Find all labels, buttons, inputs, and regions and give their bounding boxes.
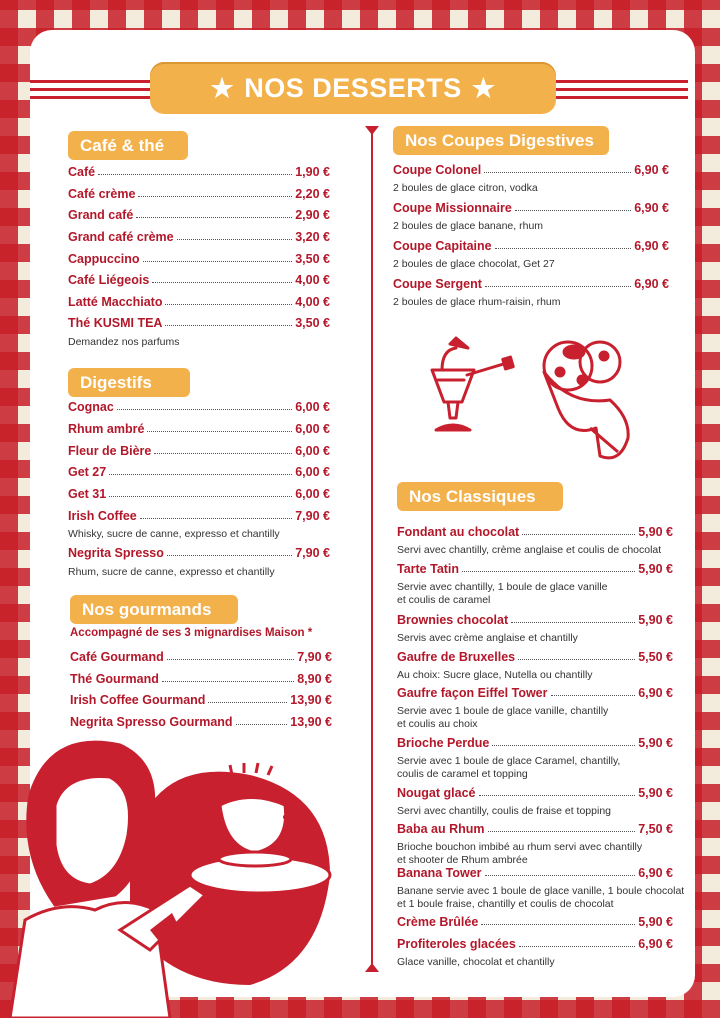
item-name: Crème Brûlée <box>397 915 479 929</box>
item-name: Coupe Missionnaire <box>393 201 512 215</box>
item-price: 5,90 € <box>638 562 673 576</box>
section-title: Digestifs <box>68 368 190 397</box>
item-price: 4,00 € <box>295 273 330 287</box>
ice-cream-cup-icon <box>530 328 640 468</box>
item-price: 3,50 € <box>295 316 330 330</box>
item-name: Thé KUSMI TEA <box>68 316 163 330</box>
item-name: Irish Coffee Gourmand <box>70 693 206 707</box>
page-title <box>150 62 556 114</box>
item-description: et coulis au choix <box>397 718 478 730</box>
menu-item <box>393 163 669 177</box>
menu-item <box>397 686 673 700</box>
item-description: et 1 boule fraise, chantilly et coulis de chocolat <box>397 898 614 910</box>
dot-leader <box>484 172 631 173</box>
item-description: 2 boules de glace citron, vodka <box>393 182 538 194</box>
item-price: 7,50 € <box>638 822 673 836</box>
star-icon: ★ <box>471 72 496 103</box>
item-description: et coulis de caramel <box>397 594 491 606</box>
section-title: Nos Coupes Digestives <box>393 126 609 155</box>
item-name: Fleur de Bière <box>68 444 152 458</box>
dot-leader <box>485 875 636 876</box>
menu-item <box>397 525 673 539</box>
item-description: Brioche bouchon imbibé au rhum servi avec chantilly <box>397 841 643 853</box>
item-price: 7,90 € <box>295 509 330 523</box>
menu-item <box>393 239 669 253</box>
menu-item <box>70 715 332 729</box>
item-price: 6,90 € <box>634 163 669 177</box>
menu-item <box>397 736 673 750</box>
section-note: Demandez nos parfums <box>68 336 180 348</box>
item-description: Au choix: Sucre glace, Nutella ou chantilly <box>397 669 593 681</box>
star-icon: ★ <box>210 72 235 103</box>
divider-arrow-bottom <box>365 963 379 972</box>
item-name: Brioche Perdue <box>397 736 490 750</box>
item-name: Gaufre de Bruxelles <box>397 650 516 664</box>
item-price: 5,90 € <box>638 613 673 627</box>
item-price: 2,90 € <box>295 208 330 222</box>
item-price: 6,00 € <box>295 400 330 414</box>
item-price: 13,90 € <box>290 693 332 707</box>
item-price: 6,90 € <box>638 686 673 700</box>
item-name: Thé Gourmand <box>70 672 159 686</box>
item-price: 1,90 € <box>295 165 330 179</box>
section-title: Nos Classiques <box>397 482 563 511</box>
dot-leader <box>485 286 631 287</box>
menu-item <box>70 672 332 686</box>
item-name: Fondant au chocolat <box>397 525 520 539</box>
item-price: 3,20 € <box>295 230 330 244</box>
menu-item <box>70 693 332 707</box>
dot-leader <box>162 681 294 682</box>
dot-leader <box>136 217 292 218</box>
item-name: Negrita Spresso <box>68 546 164 560</box>
item-description: 2 boules de glace rhum-raisin, rhum <box>393 296 561 308</box>
item-price: 6,00 € <box>295 422 330 436</box>
dot-leader <box>177 239 293 240</box>
item-name: Café Liégeois <box>68 273 150 287</box>
dot-leader <box>152 282 292 283</box>
item-price: 13,90 € <box>290 715 332 729</box>
dot-leader <box>479 795 636 796</box>
item-name: Grand café <box>68 208 134 222</box>
dot-leader <box>143 261 293 262</box>
item-name: Profiteroles glacées <box>397 937 516 951</box>
item-name: Coupe Capitaine <box>393 239 492 253</box>
item-price: 6,90 € <box>638 866 673 880</box>
item-name: Brownies chocolat <box>397 613 509 627</box>
item-name: Gaufre façon Eiffel Tower <box>397 686 548 700</box>
menu-item <box>397 613 673 627</box>
item-description: Servie avec 1 boule de glace Caramel, chantilly, <box>397 755 621 767</box>
dot-leader <box>167 659 294 660</box>
item-name: Café Gourmand <box>70 650 164 664</box>
section-note: Accompagné de ses 3 mignardises Maison * <box>70 627 313 639</box>
menu-item <box>68 546 330 560</box>
item-description: Servi avec chantilly, crème anglaise et coulis de chocolat <box>397 544 662 556</box>
menu-item <box>397 937 673 951</box>
dot-leader <box>167 555 292 556</box>
menu-item <box>397 915 673 929</box>
menu-item <box>68 509 330 523</box>
menu-item <box>68 230 330 244</box>
item-name: Grand café crème <box>68 230 174 244</box>
menu-item <box>68 400 330 414</box>
menu-item <box>68 208 330 222</box>
item-description: 2 boules de glace banane, rhum <box>393 220 544 232</box>
item-name: Tarte Tatin <box>397 562 460 576</box>
menu-item <box>70 650 332 664</box>
section-title: Nos gourmands <box>70 595 238 624</box>
item-description: Whisky, sucre de canne, expresso et chantilly <box>68 528 280 540</box>
dot-leader <box>481 924 635 925</box>
item-name: Get 31 <box>68 487 107 501</box>
dot-leader <box>522 534 635 535</box>
item-description: Banane servie avec 1 boule de glace vanille, 1 boule chocolat <box>397 885 685 897</box>
menu-item <box>68 487 330 501</box>
item-name: Rhum ambré <box>68 422 145 436</box>
item-description: Servie avec 1 boule de glace vanille, chantilly <box>397 705 609 717</box>
item-name: Coupe Sergent <box>393 277 482 291</box>
menu-item <box>393 201 669 215</box>
dot-leader <box>208 702 287 703</box>
item-name: Café crème <box>68 187 136 201</box>
menu-item <box>397 822 673 836</box>
item-price: 4,00 € <box>295 295 330 309</box>
item-price: 5,90 € <box>638 525 673 539</box>
dot-leader <box>98 174 292 175</box>
item-price: 6,00 € <box>295 444 330 458</box>
item-price: 5,50 € <box>638 650 673 664</box>
menu-item <box>68 273 330 287</box>
item-description: coulis de caramel et topping <box>397 768 528 780</box>
item-description: Rhum, sucre de canne, expresso et chantilly <box>68 566 275 578</box>
dot-leader <box>488 831 636 832</box>
dot-leader <box>109 496 292 497</box>
item-description: Servis avec crème anglaise et chantilly <box>397 632 578 644</box>
dot-leader <box>462 571 635 572</box>
dot-leader <box>236 724 288 725</box>
item-price: 5,90 € <box>638 736 673 750</box>
item-price: 6,90 € <box>638 937 673 951</box>
menu-item <box>68 295 330 309</box>
item-price: 6,90 € <box>634 201 669 215</box>
item-description: et shooter de Rhum ambrée <box>397 854 528 866</box>
item-price: 6,00 € <box>295 465 330 479</box>
dot-leader <box>140 518 292 519</box>
item-price: 5,90 € <box>638 786 673 800</box>
item-price: 6,90 € <box>634 277 669 291</box>
dot-leader <box>492 745 635 746</box>
item-description: 2 boules de glace chocolat, Get 27 <box>393 258 555 270</box>
dot-leader <box>165 325 292 326</box>
item-price: 7,90 € <box>295 546 330 560</box>
dot-leader <box>551 695 636 696</box>
item-price: 6,90 € <box>634 239 669 253</box>
menu-item <box>68 165 330 179</box>
item-price: 3,50 € <box>295 252 330 266</box>
menu-item <box>68 187 330 201</box>
menu-item <box>68 422 330 436</box>
item-description: Servi avec chantilly, coulis de fraise et topping <box>397 805 611 817</box>
dot-leader <box>138 196 292 197</box>
item-name: Baba au Rhum <box>397 822 485 836</box>
dot-leader <box>515 210 631 211</box>
menu-item <box>397 650 673 664</box>
item-price: 7,90 € <box>297 650 332 664</box>
dot-leader <box>511 622 635 623</box>
menu-item <box>68 316 330 330</box>
item-name: Negrita Spresso Gourmand <box>70 715 233 729</box>
dot-leader <box>117 409 292 410</box>
item-name: Nougat glacé <box>397 786 476 800</box>
waitress-illustration <box>0 735 360 1018</box>
item-price: 2,20 € <box>295 187 330 201</box>
menu-item <box>68 252 330 266</box>
item-price: 5,90 € <box>638 915 673 929</box>
menu-item <box>397 562 673 576</box>
column-divider <box>371 131 373 964</box>
menu-item <box>68 465 330 479</box>
page-title-text: NOS DESSERTS <box>244 72 462 103</box>
item-name: Irish Coffee <box>68 509 137 523</box>
item-name: Banana Tower <box>397 866 482 880</box>
dot-leader <box>165 304 292 305</box>
dot-leader <box>519 946 635 947</box>
item-description: Glace vanille, chocolat et chantilly <box>397 956 555 968</box>
item-name: Cappuccino <box>68 252 140 266</box>
item-name: Latté Macchiato <box>68 295 163 309</box>
item-price: 6,00 € <box>295 487 330 501</box>
dot-leader <box>109 474 292 475</box>
dot-leader <box>495 248 632 249</box>
menu-item <box>397 786 673 800</box>
item-name: Get 27 <box>68 465 107 479</box>
dot-leader <box>154 453 292 454</box>
item-name: Café <box>68 165 96 179</box>
milkshake-icon <box>412 330 522 440</box>
item-name: Cognac <box>68 400 114 414</box>
section-title: Café & thé <box>68 131 188 160</box>
item-description: Servie avec chantilly, 1 boule de glace vanille <box>397 581 608 593</box>
menu-item <box>393 277 669 291</box>
item-name: Coupe Colonel <box>393 163 482 177</box>
item-price: 8,90 € <box>297 672 332 686</box>
menu-item <box>397 866 673 880</box>
menu-item <box>68 444 330 458</box>
dot-leader <box>518 659 635 660</box>
dot-leader <box>147 431 292 432</box>
